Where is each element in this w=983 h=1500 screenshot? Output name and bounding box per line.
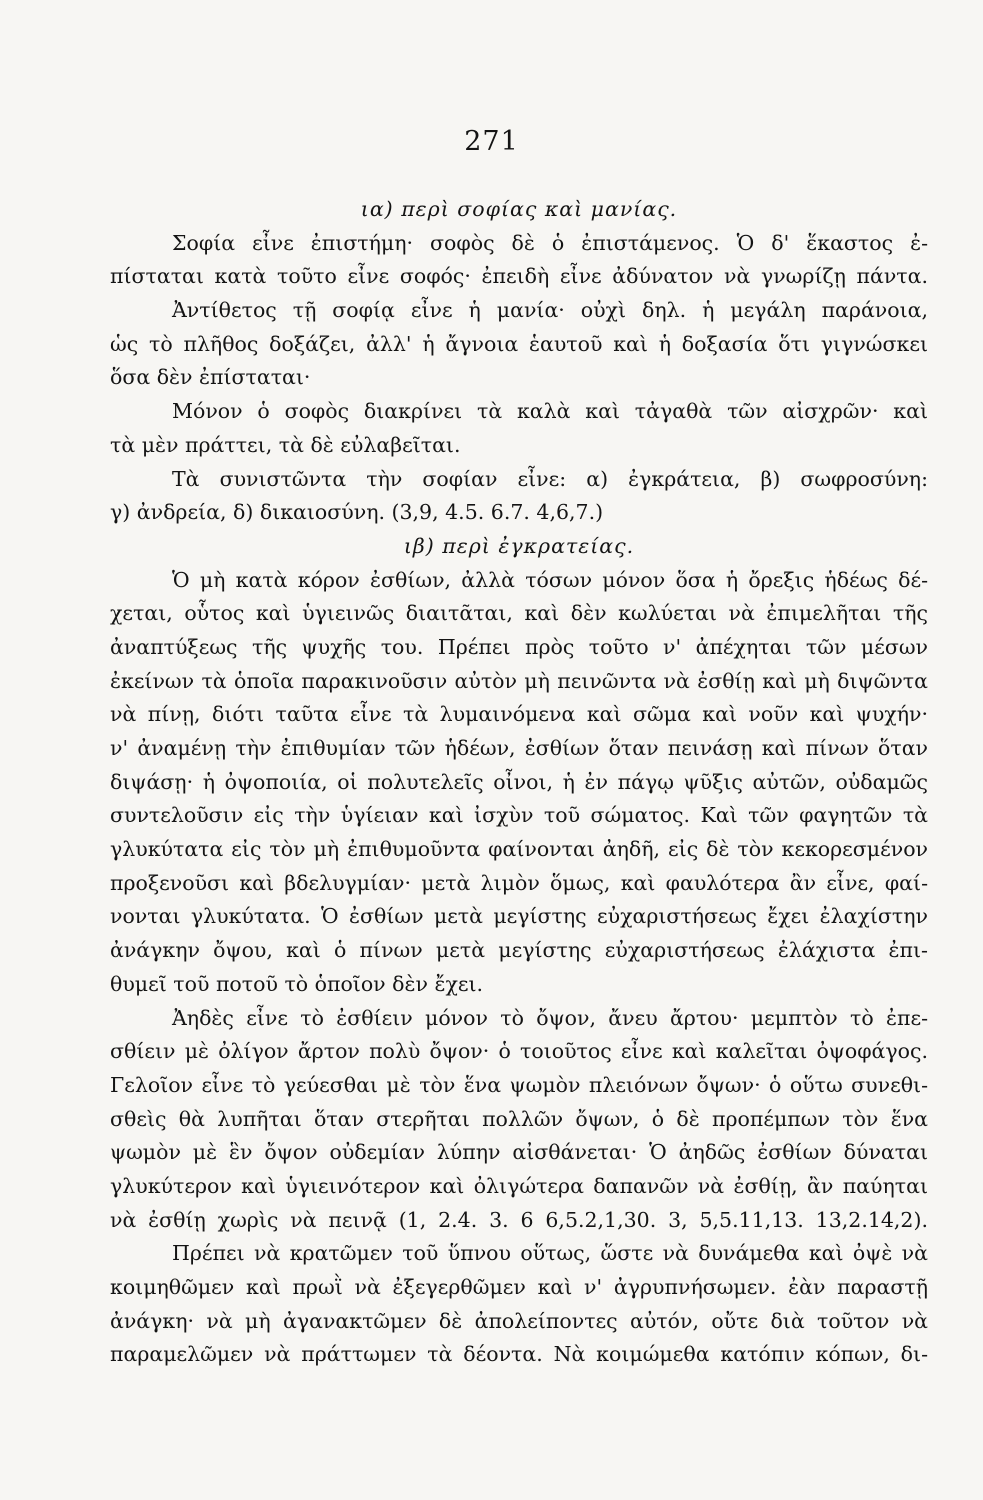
text-line: ψωμὸν μὲ ἓν ὄψον οὐδεμίαν λύπην αἰσθάνεται· Ὁ ἀηδῶς ἐσθίων δύναται — [110, 1140, 928, 1165]
page-number: 271 — [464, 126, 519, 157]
text-line: σθίειν μὲ ὀλίγον ἄρτον πολὺ ὄψον· ὁ τοιοῦτος εἶνε καὶ καλεῖται ὀψοφάγος. — [110, 1039, 928, 1064]
text-line: Πρέπει νὰ κρατῶμεν τοῦ ὕπνου οὕτως, ὥστε νὰ δυνάμεθα καὶ ὀψὲ νὰ — [172, 1241, 928, 1266]
text-line: Ὁ μὴ κατὰ κόρον ἐσθίων, ἀλλὰ τόσων μόνον ὅσα ἡ ὄρεξις ἡδέως δέ- — [172, 567, 928, 592]
text-line: νονται γλυκύτατα. Ὁ ἐσθίων μετὰ μεγίστης εὐχαριστήσεως ἔχει ἐλαχίστην — [110, 904, 928, 929]
text-line: ἀναπτύξεως τῆς ψυχῆς του. Πρέπει πρὸς τοῦτο ν' ἀπέχηται τῶν μέσων — [110, 634, 928, 659]
text-line: κοιμηθῶμεν καὶ πρωῒ νὰ ἐξεγερθῶμεν καὶ ν' ἀγρυπνήσωμεν. ἐὰν παραστῇ — [110, 1275, 928, 1299]
text-line: διψάσῃ· ἡ ὀψοποιία, οἱ πολυτελεῖς οἶνοι, ἡ ἐν πάγῳ ψῦξις αὐτῶν, οὐδαμῶς — [110, 769, 928, 794]
text-block — [110, 193, 928, 1372]
text-line: πίσταται κατὰ τοῦτο εἶνε σοφός· ἐπειδὴ εἶνε ἀδύνατον νὰ γνωρίζῃ πάντα. — [110, 264, 928, 289]
text-line: προξενοῦσι καὶ βδελυγμίαν· μετὰ λιμὸν ὅμως, καὶ φαυλότερα ἂν εἶνε, φαί- — [110, 870, 928, 895]
text-line: νὰ ἐσθίῃ χωρὶς νὰ πεινᾷ (1, 2.4. 3. 6 6,5.2,1,30. 3, 5,5.11,13. 13,2.14,2). — [110, 1207, 928, 1232]
text-line: θυμεῖ τοῦ ποτοῦ τὸ ὁποῖον δὲν ἔχει. — [110, 971, 484, 996]
text-line: σθεὶς θὰ λυπῆται ὅταν στερῆται πολλῶν ὄψων, ὁ δὲ προπέμπων τὸν ἕνα — [110, 1106, 928, 1131]
text-line: ὅσα δὲν ἐπίσταται· — [110, 365, 311, 390]
section-heading: ια) περὶ σοφίας καὶ μανίας. — [360, 197, 678, 221]
text-line: Ἀντίθετος τῇ σοφίᾳ εἶνε ἡ μανία· οὐχὶ δηλ. ἡ μεγάλη παράνοια, — [172, 298, 928, 323]
text-line: γλυκύτερον καὶ ὑγιεινότερον καὶ ὀλιγώτερα δαπανῶν νὰ ἐσθίῃ, ἂν παύηται — [110, 1173, 928, 1198]
text-line: ἀνάγκη· νὰ μὴ ἀγανακτῶμεν δὲ ἀπολείποντες αὐτόν, οὔτε διὰ τοῦτον νὰ — [110, 1308, 928, 1333]
text-line: ἀνάγκην ὄψου, καὶ ὁ πίνων μετὰ μεγίστης εὐχαριστήσεως ἐλάχιστα ἐπι- — [110, 938, 928, 963]
text-line: τὰ μὲν πράττει, τὰ δὲ εὐλαβεῖται. — [110, 432, 461, 457]
text-line: Σοφία εἶνε ἐπιστήμη· σοφὸς δὲ ὁ ἐπιστάμενος. Ὁ δ' ἕκαστος ἐ- — [172, 230, 928, 255]
text-line: συντελοῦσιν εἰς τὴν ὑγίειαν καὶ ἰσχὺν τοῦ σώματος. Καὶ τῶν φαγητῶν τὰ — [110, 803, 928, 828]
text-line: ἐκείνων τὰ ὁποῖα παρακινοῦσιν αὐτὸν μὴ πεινῶντα νὰ ἐσθίῃ καὶ μὴ διψῶντα — [110, 668, 928, 693]
text-line: ν' ἀναμένῃ τὴν ἐπιθυμίαν τῶν ἡδέων, ἐσθίων ὅταν πεινάσῃ καὶ πίνων ὅταν — [110, 736, 928, 760]
text-line: νὰ πίνῃ, διότι ταῦτα εἶνε τὰ λυμαινόμενα καὶ σῶμα καὶ νοῦν καὶ ψυχήν· — [110, 702, 928, 727]
text-line: Γελοῖον εἶνε τὸ γεύεσθαι μὲ τὸν ἕνα ψωμὸν πλειόνων ὄψων· ὁ οὕτω συνεθι- — [110, 1072, 928, 1097]
text-line: παραμελῶμεν νὰ πράττωμεν τὰ δέοντα. Νὰ κοιμώμεθα κατόπιν κόπων, δι- — [110, 1342, 928, 1367]
section-heading: ιβ) περὶ ἐγκρατείας. — [403, 533, 635, 558]
text-line: Μόνον ὁ σοφὸς διακρίνει τὰ καλὰ καὶ τἀγαθὰ τῶν αἰσχρῶν· καὶ — [172, 399, 928, 424]
text-line: γλυκύτατα εἰς τὸν μὴ ἐπιθυμοῦντα φαίνονται ἀηδῆ, εἰς δὲ τὸν κεκορεσμένον — [110, 837, 928, 862]
text-line: γ) ἀνδρεία, δ) δικαιοσύνη. (3,9, 4.5. 6.7. 4,6,7.) — [110, 500, 604, 525]
text-line: χεται, οὗτος καὶ ὑγιεινῶς διαιτᾶται, καὶ δὲν κωλύεται νὰ ἐπιμελῆται τῆς — [110, 601, 928, 626]
text-line: Ἀηδὲς εἶνε τὸ ἐσθίειν μόνον τὸ ὄψον, ἄνευ ἄρτου· μεμπτὸν τὸ ἐπε- — [172, 1005, 928, 1030]
text-line: ὡς τὸ πλῆθος δοξάζει, ἀλλ' ἡ ἄγνοια ἑαυτοῦ καὶ ἡ δοξασία ὅτι γιγνώσκει — [110, 331, 928, 356]
text-line: Τὰ συνιστῶντα τὴν σοφίαν εἶνε: α) ἐγκράτεια, β) σωφροσύνη: — [172, 466, 928, 491]
